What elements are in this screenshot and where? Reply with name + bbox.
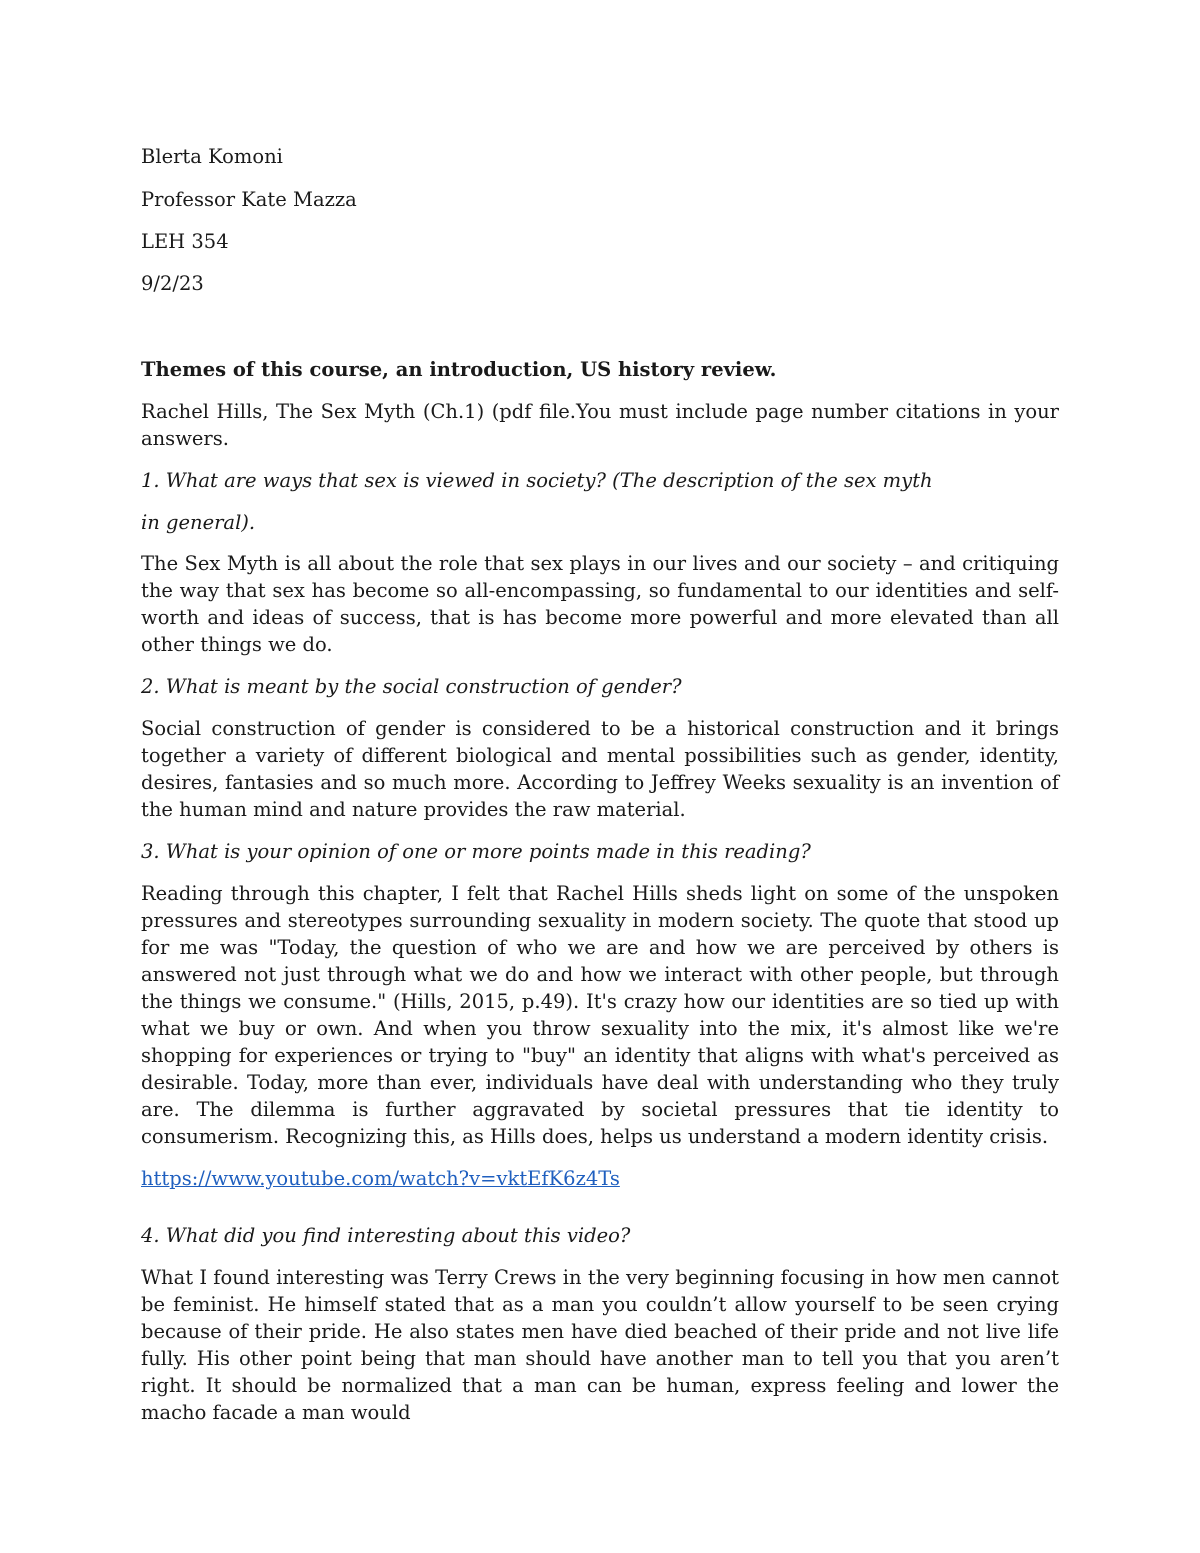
- question-1-line-1: 1. What are ways that sex is viewed in society? (The description of the sex myth: [141, 469, 933, 492]
- document-page: [141, 0, 1059, 1553]
- question-2: 2. What is meant by the social construction of gender?: [141, 675, 682, 698]
- document-body: [141, 356, 1059, 1441]
- video-link-line: [141, 1165, 1059, 1207]
- assignment-date: 9/2/23: [141, 272, 204, 295]
- document-title: Themes of this course, an introduction, US history review.: [141, 358, 777, 381]
- student-name: Blerta Komoni: [141, 145, 283, 168]
- course-code: LEH 354: [141, 230, 229, 253]
- professor-name: Professor Kate Mazza: [141, 188, 357, 211]
- answer-3: Reading through this chapter, I felt that Rachel Hills sheds light on some of the unspoken pressures and stereotypes surrounding sexuality in modern society. The quote that stood up for me was "Today, the question of who we are and how we are perceived by others is answered not just through what we do and how we interact with other people, but through the things we consume." (Hills, 2015, p.49). It's crazy how our identities are so tied up with what we buy or own. And when you throw sexuality into the mix, it's almost like we're shopping for experiences or trying to "buy" an identity that aligns with what's perceived as desirable. Today, more than ever, individuals have deal with understanding who they truly are. The dilemma is further aggravated by societal pressures that tie identity to consumerism. Recognizing this, as Hills does, helps us understand a modern identity crisis.: [141, 882, 1059, 1148]
- video-link[interactable]: https://www.youtube.com/watch?v=vktEfK6z4Ts: [141, 1167, 620, 1190]
- question-1-line-2: in general).: [141, 511, 256, 534]
- question-3: 3. What is your opinion of one or more points made in this reading?: [141, 840, 811, 863]
- reading-intro: Rachel Hills, The Sex Myth (Ch.1) (pdf file.You must include page number citations in your answers.: [141, 400, 1059, 450]
- answer-4: What I found interesting was Terry Crews in the very beginning focusing in how men cannot be feminist. He himself stated that as a man you couldn’t allow yourself to be seen crying because of their pride. He also states men have died beached of their pride and not live life fully. His other point being that man should have another man to tell you that you aren’t right. It should be normalized that a man can be human, express feeling and lower the macho facade a man would: [141, 1266, 1059, 1424]
- answer-1: The Sex Myth is all about the role that sex plays in our lives and our society – and critiquing the way that sex has become so all-encompassing, so fundamental to our identities and self-worth and ideas of success, that is has become more powerful and more elevated than all other things we do.: [141, 552, 1059, 656]
- question-4: 4. What did you find interesting about this video?: [141, 1224, 631, 1247]
- answer-2: Social construction of gender is considered to be a historical construction and it brings together a variety of different biological and mental possibilities such as gender, identity, desires, fantasies and so much more. According to Jeffrey Weeks sexuality is an invention of the human mind and nature provides the raw material.: [141, 717, 1059, 821]
